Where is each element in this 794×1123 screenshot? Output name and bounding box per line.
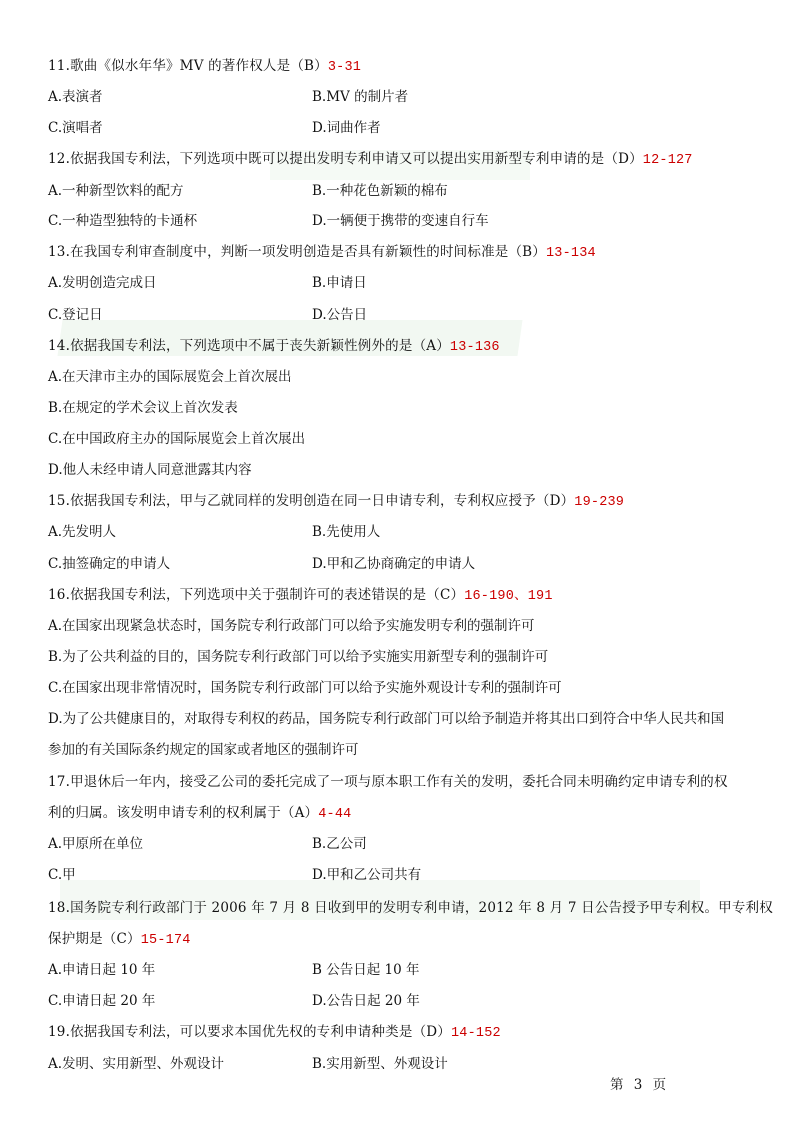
option: B.先使用人 <box>312 524 381 540</box>
option: D.一辆便于携带的变速自行车 <box>312 213 489 229</box>
option: D.公告日起 20 年 <box>312 993 420 1009</box>
option: A.发明创造完成日 <box>48 275 157 291</box>
reference: 15-174 <box>140 933 191 948</box>
question-12: 12.依据我国专利法，下列选项中既可以提出发明专利申请又可以提出实用新型专利申请的是（D）12-127 <box>48 151 693 168</box>
question-17: 17.甲退休后一年内，接受乙公司的委托完成了一项与原本职工作有关的发明，委托合同未明确约定申请专利的权 <box>48 774 728 790</box>
option: C.在国家出现非常情况时，国务院专利行政部门可以给予实施外观设计专利的强制许可 <box>48 680 562 696</box>
question-16: 16.依据我国专利法，下列选项中关于强制许可的表述错误的是（C）16-190、191 <box>48 587 553 604</box>
option-continuation: 参加的有关国际条约规定的国家或者地区的强制许可 <box>48 742 359 758</box>
option: A.发明、实用新型、外观设计 <box>48 1056 225 1072</box>
option: D.词曲作者 <box>312 120 381 136</box>
reference: 3-31 <box>327 60 362 75</box>
reference: 19-239 <box>574 495 625 510</box>
option: A.申请日起 10 年 <box>48 962 156 978</box>
option: D.为了公共健康目的，对取得专利权的药品，国务院专利行政部门可以给予制造并将其出口到符合中华人民共和国 <box>48 711 725 727</box>
question-19: 19.依据我国专利法，可以要求本国优先权的专利申请种类是（D）14-152 <box>48 1024 501 1041</box>
reference: 16-190、191 <box>464 589 553 604</box>
option: C.演唱者 <box>48 120 103 136</box>
option: C.抽签确定的申请人 <box>48 556 171 572</box>
question-18: 18.国务院专利行政部门于 2006 年 7 月 8 日收到甲的发明专利申请，2012 年 8 月 7 日公告授予甲专利权。甲专利权 <box>48 900 773 916</box>
option: A.表演者 <box>48 89 103 105</box>
option: A.在天津市主办的国际展览会上首次展出 <box>48 369 292 385</box>
option: B.在规定的学术会议上首次发表 <box>48 400 238 416</box>
option: B.申请日 <box>312 275 367 291</box>
option: B.一种花色新颖的棉布 <box>312 183 448 199</box>
question-14: 14.依据我国专利法，下列选项中不属于丧失新颖性例外的是（A）13-136 <box>48 338 500 355</box>
reference: 13-134 <box>546 246 596 261</box>
option: D.公告日 <box>312 307 368 323</box>
option: B.为了公共利益的目的，国务院专利行政部门可以给予实施实用新型专利的强制许可 <box>48 649 549 665</box>
question-17-continuation: 利的归属。该发明申请专利的权利属于（A）4-44 <box>48 805 352 822</box>
option: C.登记日 <box>48 307 103 323</box>
question-15: 15.依据我国专利法，甲与乙就同样的发明创造在同一日申请专利，专利权应授予（D）19-239 <box>48 493 625 510</box>
reference: 14-152 <box>451 1026 501 1041</box>
option: B 公告日起 10 年 <box>312 962 420 978</box>
question-11: 11.歌曲《似水年华》MV 的著作权人是（B）3-31 <box>48 58 362 75</box>
option: A.在国家出现紧急状态时，国务院专利行政部门可以给予实施发明专利的强制许可 <box>48 618 535 634</box>
option: D.甲和乙公司共有 <box>312 867 422 883</box>
reference: 12-127 <box>642 153 693 168</box>
option: B.乙公司 <box>312 836 367 852</box>
option: A.一种新型饮料的配方 <box>48 183 184 199</box>
option: C.一种造型独特的卡通杯 <box>48 213 198 229</box>
option: D.他人未经申请人同意泄露其内容 <box>48 462 252 478</box>
option: B.实用新型、外观设计 <box>312 1056 448 1072</box>
option: D.甲和乙协商确定的申请人 <box>312 556 476 572</box>
question-13: 13.在我国专利审查制度中，判断一项发明创造是否具有新颖性的时间标准是（B）13-134 <box>48 244 596 261</box>
option: A.先发明人 <box>48 524 117 540</box>
question-18-continuation: 保护期是（C）15-174 <box>48 931 191 948</box>
option: A.甲原所在单位 <box>48 836 144 852</box>
reference: 13-136 <box>449 340 500 355</box>
reference: 4-44 <box>318 807 352 822</box>
option: B.MV 的制片者 <box>312 89 409 105</box>
option: C.申请日起 20 年 <box>48 993 156 1009</box>
option: C.在中国政府主办的国际展览会上首次展出 <box>48 431 306 447</box>
option: C.甲 <box>48 867 76 883</box>
page-number: 第 3 页 <box>610 1077 670 1093</box>
